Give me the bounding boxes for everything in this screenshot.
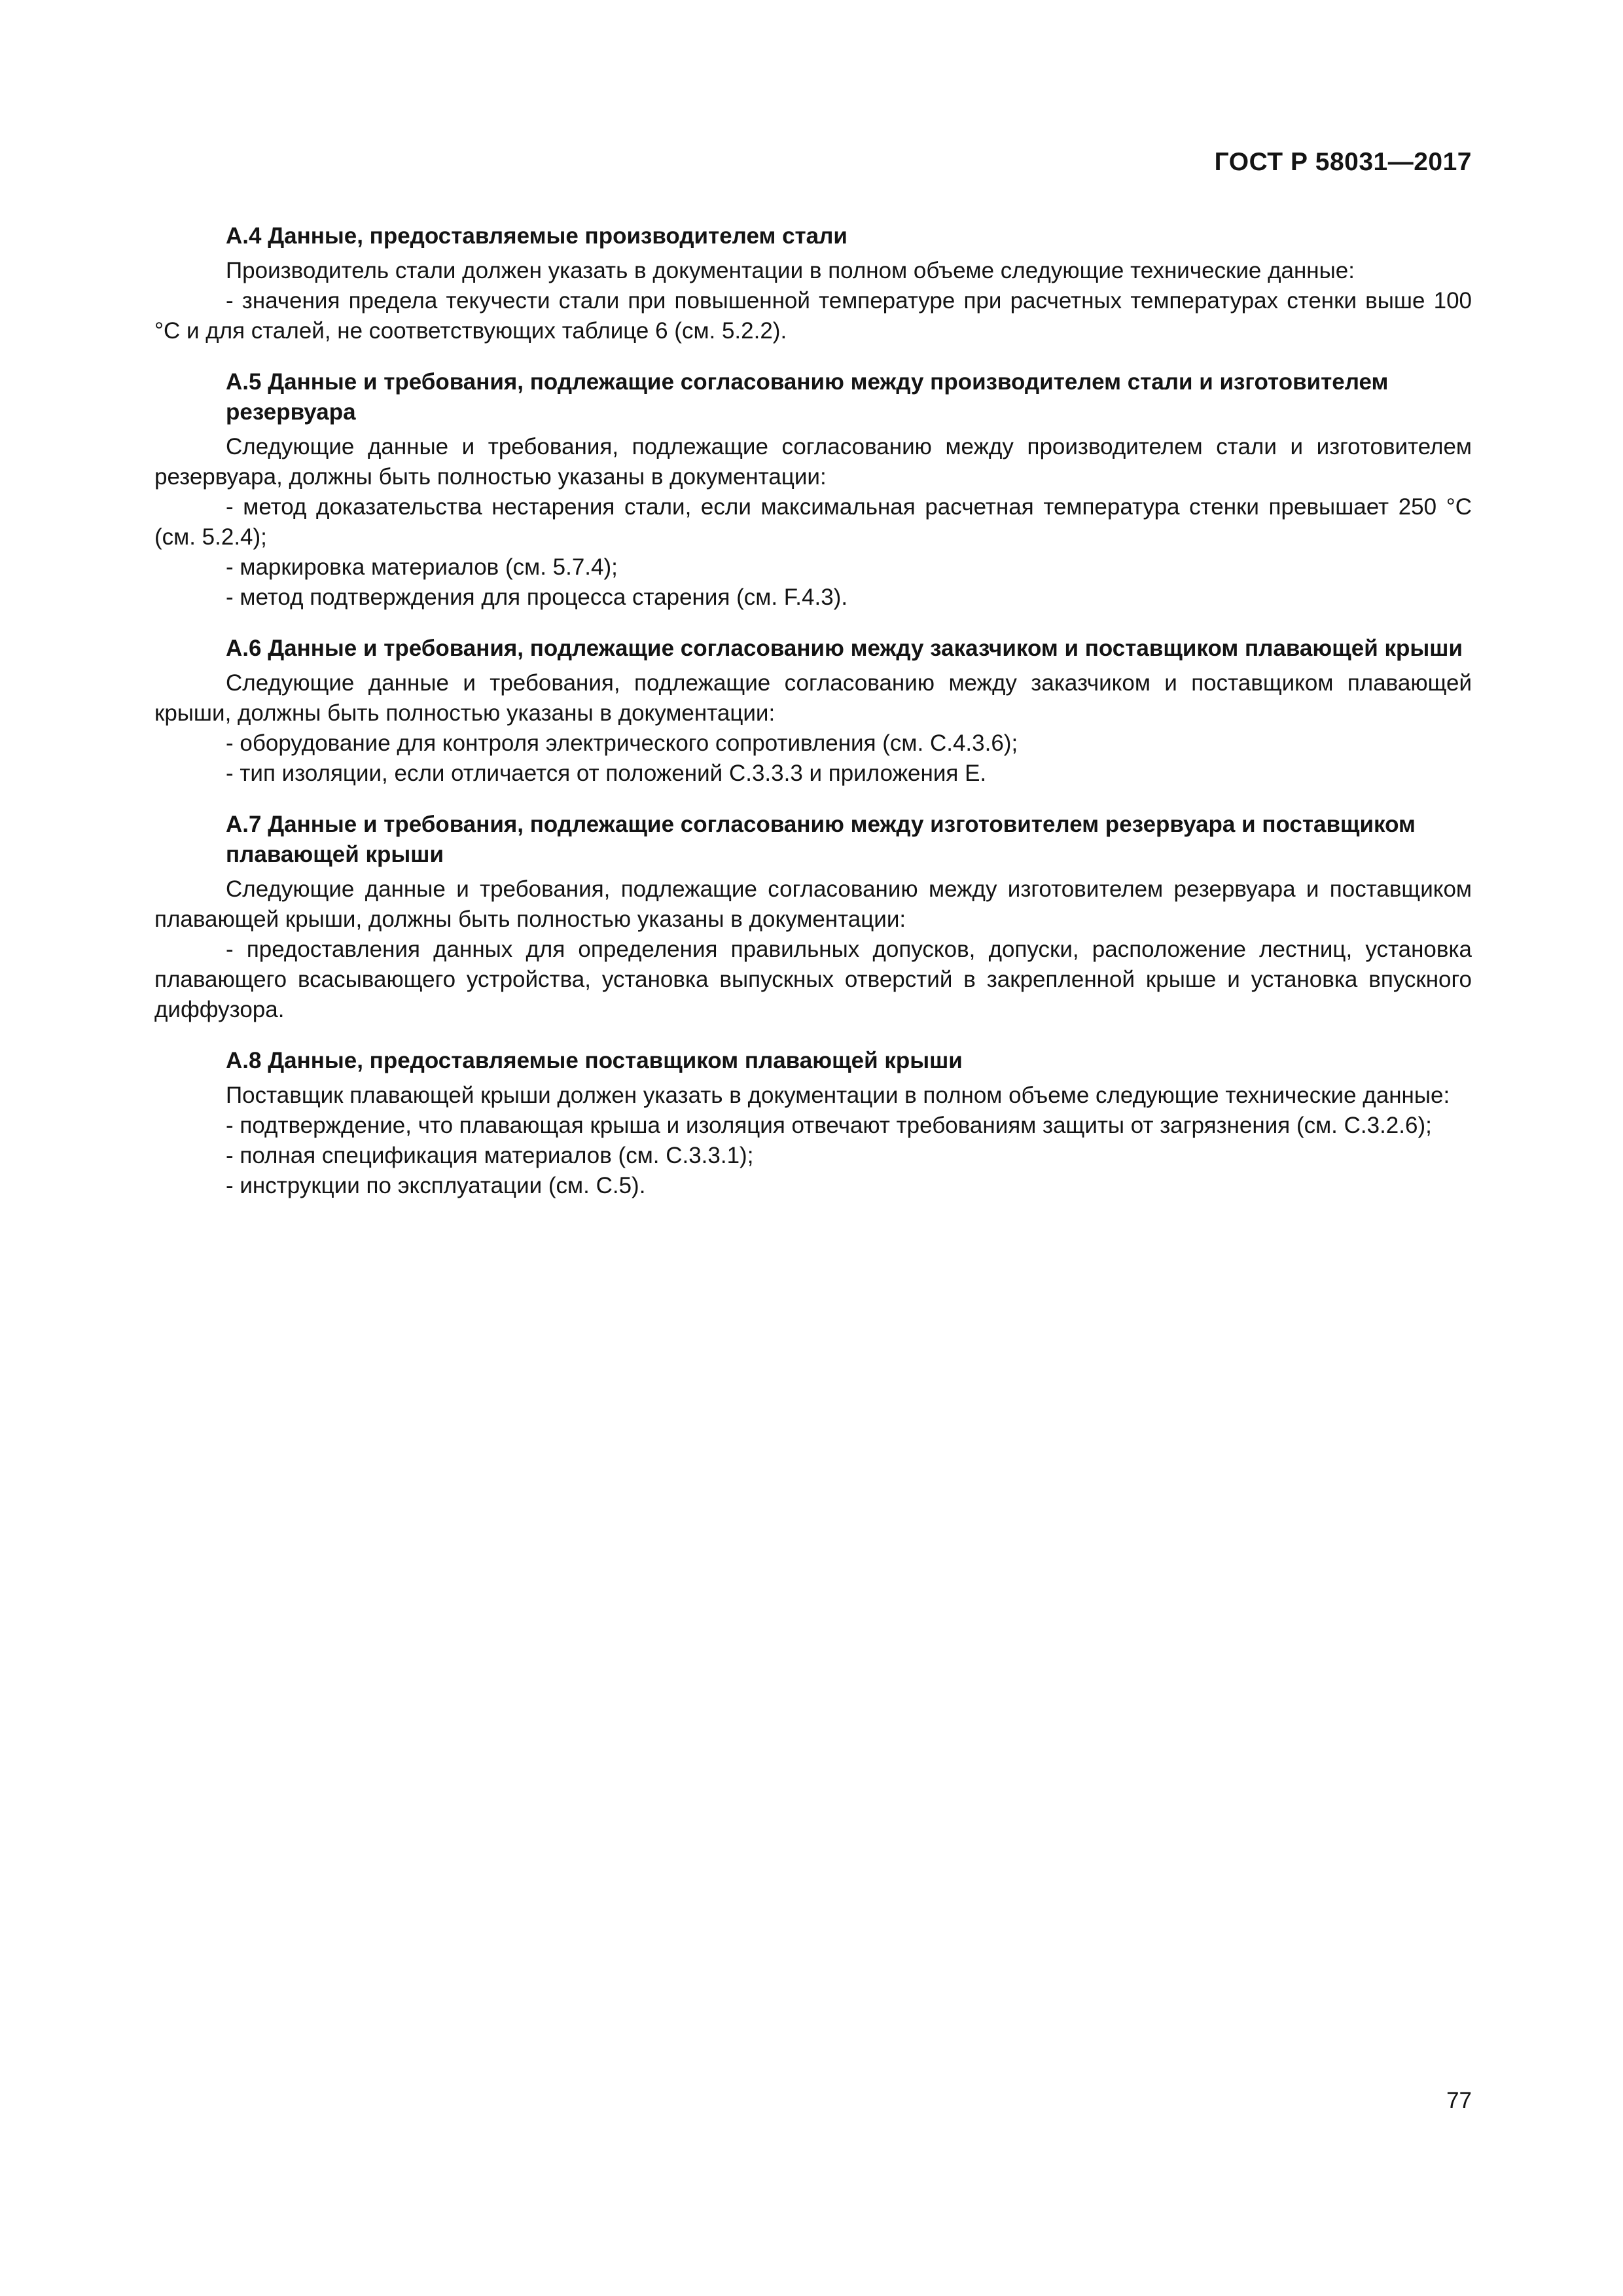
- section-title: А.6 Данные и требования, подлежащие согласованию между заказчиком и поставщиком плавающей крыши: [226, 636, 1463, 661]
- section-title: А.5 Данные и требования, подлежащие согласованию между производителем стали и изготовителем резервуара: [226, 369, 1389, 425]
- section-title: А.7 Данные и требования, подлежащие согласованию между изготовителем резервуара и поставщиком плавающей крыши: [226, 812, 1416, 867]
- list-item: - оборудование для контроля электрического сопротивления (см. С.4.3.6);: [226, 730, 1018, 756]
- list-item: - метод доказательства нестарения стали, если максимальная расчетная температура стенки превышает 250 °С (см. 5.2.4);: [154, 494, 1472, 550]
- section-intro: Поставщик плавающей крыши должен указать в документации в полном объеме следующие технические данные:: [226, 1083, 1450, 1108]
- section-a6: [154, 634, 1472, 789]
- list-item: - полная спецификация материалов (см. С.3.3.1);: [226, 1143, 754, 1168]
- page-number: 77: [1446, 2088, 1472, 2113]
- section-intro: Производитель стали должен указать в документации в полном объеме следующие технические данные:: [226, 258, 1355, 283]
- list-item: - метод подтверждения для процесса старения (см. F.4.3).: [226, 584, 848, 610]
- section-a4: [154, 221, 1472, 346]
- list-item: - подтверждение, что плавающая крыша и изоляция отвечают требованиям защиты от загрязнения (см. С.3.2.6);: [226, 1113, 1432, 1138]
- list-item: - значения предела текучести стали при повышенной температуре при расчетных температурах стенки выше 100 °С и для сталей, не соответствующих таблице 6 (см. 5.2.2).: [154, 288, 1472, 344]
- section-a8: [154, 1046, 1472, 1201]
- section-intro: Следующие данные и требования, подлежащие согласованию между изготовителем резервуара и поставщиком плавающей крыши, должны быть полностью указаны в документации:: [154, 876, 1472, 932]
- list-item: - предоставления данных для определения правильных допусков, допуски, расположение лестниц, установка плавающего всасывающего устройства, установка выпускных отверстий в закрепленной крыше и установка впускного диффузора.: [154, 937, 1472, 1022]
- list-item: - инструкции по эксплуатации (см. С.5).: [226, 1173, 646, 1198]
- section-a7: [154, 810, 1472, 1025]
- section-intro: Следующие данные и требования, подлежащие согласованию между производителем стали и изготовителем резервуара, должны быть полностью указаны в документации:: [154, 434, 1472, 490]
- section-a5: [154, 367, 1472, 613]
- section-title: А.8 Данные, предоставляемые поставщиком плавающей крыши: [226, 1048, 963, 1073]
- document-body: [154, 221, 1472, 1222]
- list-item: - тип изоляции, если отличается от положений С.3.3.3 и приложения Е.: [226, 761, 987, 786]
- section-intro: Следующие данные и требования, подлежащие согласованию между заказчиком и поставщиком плавающей крыши, должны быть полностью указаны в документации:: [154, 670, 1472, 726]
- section-title: А.4 Данные, предоставляемые производителем стали: [226, 223, 847, 249]
- list-item: - маркировка материалов (см. 5.7.4);: [226, 554, 618, 580]
- document-standard-header: ГОСТ Р 58031—2017: [1214, 148, 1472, 176]
